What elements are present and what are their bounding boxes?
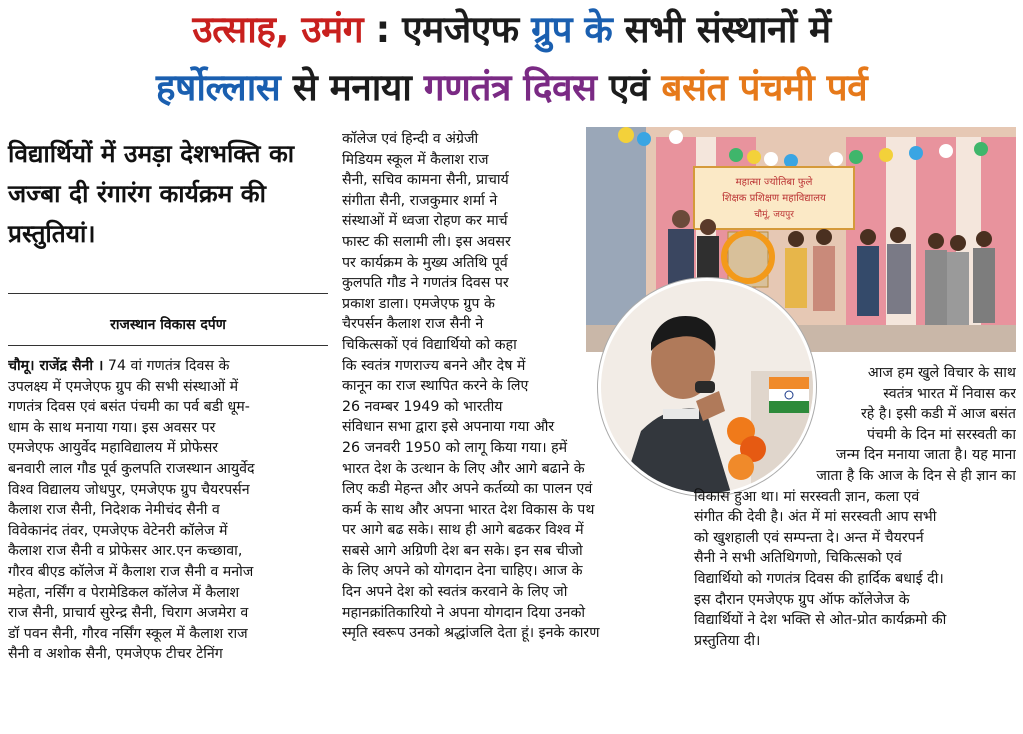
text-line: कॉलेज एवं हिन्दी व अंग्रेजी <box>342 131 479 147</box>
text-line: विद्यार्थियों ने देश भक्ति से ओत-प्रोत कार्यक्रमो की <box>694 612 947 629</box>
text-line: संविधान सभा द्वारा इसे अपनाया गया और <box>342 419 555 436</box>
text-line: 26 नवम्बर 1949 को भारतीय <box>342 398 503 415</box>
text-line: डॉ पवन सैनी, गौरव नर्सिंग स्कूल में कैलाश राज <box>8 625 248 642</box>
text-line: संस्थाओं में ध्वजा रोहण कर मार्च <box>342 213 508 230</box>
text-line: प्रकाश डाला। एमजेएफ ग्रुप के <box>342 295 495 312</box>
text-line: एमजेएफ आयुर्वेद महाविद्यालय में प्रोफेसर <box>8 440 219 457</box>
text-line: महानक्रांतिकारियो ने अपना योगदान दिया उनको <box>342 604 586 621</box>
text-line: लिए कडी मेहन्त और अपने कर्तव्यो का पालन एवं <box>342 481 593 498</box>
text-line: स्मृति स्वरूप उनको श्रद्धांजलि देता हूं। इनके कारण <box>342 625 600 642</box>
source-byline: राजस्थान विकास दर्पण <box>110 317 226 333</box>
text-line: 26 जनवरी 1950 को लागू किया गया। हमें <box>342 439 568 456</box>
text-line: विवेकानंद तंवर, एमजेएफ वेटेनरी कॉलेज में <box>8 522 228 539</box>
dateline: चौमू। राजेंद्र सैनी । <box>8 358 104 374</box>
text-line: कर्म के साथ और अपना भारत देश विकास के पथ <box>342 501 595 518</box>
text-line: विकास हुआ था। मां सरस्वती ज्ञान, कला एवं <box>694 488 920 505</box>
text-line: पर आगे बढ सके। साथ ही आगे बढकर विश्व में <box>342 522 584 539</box>
headline-segment: एवं <box>596 66 662 109</box>
text-line: सैनी व अशोक सैनी, एमजेएफ टीचर टेनिंग <box>8 646 223 663</box>
photo-banner-text: चौमूं, जयपुर <box>754 210 794 220</box>
text-line: सैनी ने सभी अतिथिगणो, चिकित्सको एवं <box>694 550 902 567</box>
headline-segment: गणतंत्र दिवस <box>423 66 597 109</box>
article-column-1 <box>8 356 328 665</box>
text-line: धाम के साथ मनाया गया। इस अवसर पर <box>8 419 216 436</box>
headline-line-1 <box>0 4 1023 56</box>
text-line: महेता, नर्सिंग व पेरामेडिकल कॉलेज में कैलाश <box>8 584 240 601</box>
text-line: जन्म दिन मनाया जाता है। यह माना <box>836 447 1016 464</box>
text-line: कुलपति गौड ने गणतंत्र दिवस पर <box>342 275 509 292</box>
text-line: कानून का राज स्थापित करने के लिए <box>342 378 529 395</box>
text-line: जाता है कि आज के दिन से ही ज्ञान का <box>816 467 1016 484</box>
text-line: को खुशहाली एवं सम्पन्ता दे। अन्त में चैयरपर्न <box>694 529 924 546</box>
text-line: कैलाश राज सैनी व प्रोफेसर आर.एन कच्छावा, <box>8 543 243 560</box>
divider <box>8 293 328 294</box>
headline-segment: ग्रुप के <box>531 8 613 51</box>
text-line: प्रस्तुतिया दी। <box>694 632 761 649</box>
text-line: स्वतंत्र भारत में निवास कर <box>883 385 1016 402</box>
text-line: आज हम खुले विचार के साथ <box>867 365 1016 381</box>
text-line: कैलाश राज सैनी, निदेशक नेमीचंद सैनी व <box>8 502 220 519</box>
photo-banner-text: शिक्षक प्रशिक्षण महाविद्यालय <box>722 193 826 204</box>
headline-line-2 <box>0 58 1023 118</box>
text-line: गणतंत्र दिवस एवं बसंत पंचमी का पर्व बडी धूम- <box>8 399 250 416</box>
text-line: विद्यार्थियो को गणतंत्र दिवस की हार्दिक बधाई दी। <box>694 570 944 587</box>
text-line: राज सैनी, प्राचार्य सुरेन्द्र सैनी, चिराग अजमेरा व <box>8 605 249 622</box>
text-line: चैरपर्सन कैलाश राज सैनी ने <box>342 316 484 333</box>
text-line: संगीत की देवी है। अंत में मां सरस्वती आप सभी <box>694 509 937 526</box>
text-line: दिन अपने देश को स्वतंत्र करवाने के लिए जो <box>342 584 568 601</box>
headline-segment: : एमजेएफ <box>363 8 532 51</box>
headline-segment: उत्साह, उमंग <box>192 8 364 51</box>
photo-banner-text: महात्मा ज्योतिबा फुले <box>735 177 813 188</box>
text-line: चिकित्सकों एवं विद्यार्थियो को कहा <box>342 336 517 353</box>
text-line: पर कार्यक्रम के मुख्य अतिथि पूर्व <box>342 254 508 271</box>
text-line: रहे है। इसी कडी में आज बसंत <box>861 406 1016 423</box>
subheadline: विद्यार्थियों में उमड़ा देशभक्ति का जज्बा दी रंगारंग कार्यक्रम की प्रस्तुतियां। <box>8 139 295 248</box>
text-line: उपलक्ष्य में एमजेएफ ग्रुप की सभी संस्थाओं में <box>8 378 239 395</box>
headline-segment: से मनाया <box>280 66 424 109</box>
divider <box>8 345 328 346</box>
text-line: मिडियम स्कूल में कैलाश राज <box>342 151 489 168</box>
text-line: भारत देश के उत्थान के लिए और आगे बढाने के <box>342 460 585 477</box>
headline-segment: बसंत पंचमी पर्व <box>661 66 868 109</box>
text-line: बनवारी लाल गौड पूर्व कुलपति राजस्थान आयुर्वेद <box>8 460 255 477</box>
text-line: पंचमी के दिन मां सरस्वती का <box>866 426 1016 443</box>
headline-segment: सभी संस्थानों में <box>612 8 831 51</box>
headline-segment: हर्षोल्लास <box>155 66 281 109</box>
text-line: इस दौरान एमजेएफ ग्रुप ऑफ कॉलेजेज के <box>694 591 910 608</box>
text-line: के लिए अपने को योगदान देना चाहिए। आज के <box>342 563 583 580</box>
article-column-3 <box>694 363 1016 651</box>
text-line: विश्व विद्यालय जोधपुर, एमजेएफ ग्रुप चैयरपर्सन <box>8 481 250 498</box>
text-line: गौरव बीएड कॉलेज में कैलाश राज सैनी व मनोज <box>8 563 254 580</box>
text-line: सैनी, सचिव कामना सैनी, प्राचार्य <box>342 172 509 189</box>
text-line: सबसे आगे अग्रिणी देश बन सके। इन सब चीजो <box>342 542 583 559</box>
text-line: फास्ट की सलामी ली। इस अवसर <box>342 233 511 250</box>
text-line: 74 वां गणतंत्र दिवस के <box>103 358 230 374</box>
text-line: कि स्वतंत्र गणराज्य बनने और देष में <box>342 357 526 374</box>
text-line: संगीता सैनी, राजकुमार शर्मा ने <box>342 192 498 209</box>
